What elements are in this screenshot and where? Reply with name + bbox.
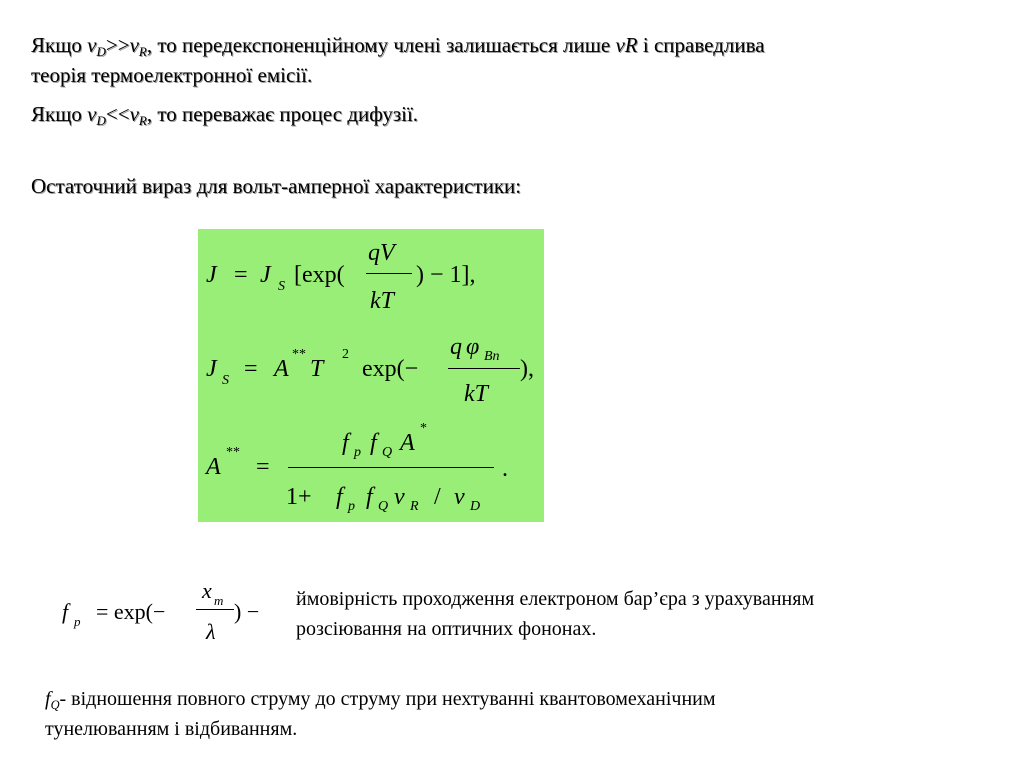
eq3-den-vd-sub: D [470, 499, 481, 514]
var-v: v [129, 33, 139, 57]
fp-num-x: x [202, 578, 212, 603]
paragraph1-text-a: , то передекспоненційному члені залишається лише [146, 33, 611, 57]
eq1-fraction-bar [366, 273, 412, 274]
eq3-fraction-bar [288, 467, 494, 468]
eq3-den-vr: v [394, 484, 405, 510]
eq3-num-a: A [400, 430, 415, 456]
eq2-close: ), [520, 356, 534, 382]
subscript-r: R [138, 44, 147, 59]
fp-num-sub: m [214, 593, 224, 608]
equations-box [198, 229, 544, 522]
eq2-a-sup: ** [292, 347, 306, 362]
eq1-exp-open: [exp( [294, 262, 345, 288]
eq2-num-sub: Bn [484, 349, 500, 364]
var-v: v [87, 102, 97, 126]
eq1-denominator: kT [370, 288, 394, 314]
eq3-equals: = [256, 454, 270, 480]
eq2-num-phi: φ [466, 334, 480, 360]
eq3-lhs-sup: ** [226, 445, 240, 460]
paragraph-vd-much-less [31, 101, 418, 127]
eq3-num-fq: f [370, 430, 377, 456]
eq3-num-fq-sub: Q [382, 445, 393, 460]
eq2-temperature: T [310, 356, 324, 382]
section-heading: Остаточний вираз для вольт-амперної характеристики: [31, 174, 522, 198]
fp-eq-exp: = exp(− [96, 599, 166, 624]
eq2-lhs: J [206, 356, 217, 382]
eq2-denominator: kT [464, 381, 488, 407]
eq3-den-vd: v [454, 484, 465, 510]
operator-much-less: << [105, 102, 130, 126]
eq2-num-q: q [450, 334, 462, 360]
var-v: v [87, 33, 97, 57]
fq-text: - відношення повного струму до струму при нехтуванні квантовомеханічним [59, 688, 716, 710]
eq3-end: . [502, 456, 508, 482]
fp-sub: p [74, 614, 81, 629]
eq3-den-fq: f [366, 484, 373, 510]
paragraph1-line2: теорія термоелектронної емісії. [31, 63, 313, 87]
eq3-den-vr-sub: R [410, 499, 419, 514]
eq3-den-fp-sub: p [348, 499, 355, 514]
eq2-exp-open: exp(− [362, 356, 419, 382]
paragraph-vd-much-greater [31, 32, 765, 58]
eq3-num-fp-sub: p [354, 445, 361, 460]
eq1-js-sub: S [278, 279, 285, 294]
eq3-den-one-plus: 1+ [286, 484, 312, 510]
eq3-lhs: A [206, 454, 221, 480]
var-v: v [129, 102, 139, 126]
paragraph1-text-b: і справедлива [642, 33, 765, 57]
eq1-lhs: J [206, 262, 217, 288]
eq2-fraction-bar [448, 368, 520, 369]
eq1-js: J [260, 262, 271, 288]
fq-description-line2: тунелюванням і відбиванням. [45, 718, 298, 740]
fq-sub: Q [50, 698, 60, 712]
eq1-equals: = [234, 262, 248, 288]
subscript-r: R [138, 113, 147, 128]
fp-close: ) − [234, 599, 260, 624]
eq2-equals: = [244, 356, 258, 382]
if-word: Якщо [31, 102, 82, 126]
fp-fraction-bar [196, 609, 234, 610]
operator-much-greater: >> [105, 33, 130, 57]
eq2-lhs-sub: S [222, 373, 229, 388]
fp-description-line2: розсіювання на оптичних фононах. [296, 618, 597, 640]
eq3-num-a-sup: * [420, 421, 427, 436]
eq3-den-slash: / [434, 484, 441, 510]
paragraph2-text: , то переважає процес дифузії. [146, 102, 419, 126]
eq3-num-fp: f [342, 430, 349, 456]
eq1-close: ) − 1], [416, 262, 476, 288]
var-vr: vR [615, 33, 638, 57]
subscript-d: D [96, 44, 106, 59]
eq3-den-fp: f [336, 484, 343, 510]
fp-lambda: λ [206, 619, 216, 644]
if-word: Якщо [31, 33, 82, 57]
fp-f: f [62, 599, 69, 624]
fq-f: f [45, 688, 51, 710]
eq1-numerator: qV [368, 240, 395, 266]
eq2-richardson-a: A [274, 356, 289, 382]
fq-description-line1 [45, 686, 716, 712]
subscript-d: D [96, 113, 106, 128]
fp-description-line1: ймовірність проходження електроном бар’єра з урахуванням [296, 588, 815, 610]
eq3-den-fq-sub: Q [378, 499, 389, 514]
eq2-t-sup: 2 [342, 347, 349, 362]
